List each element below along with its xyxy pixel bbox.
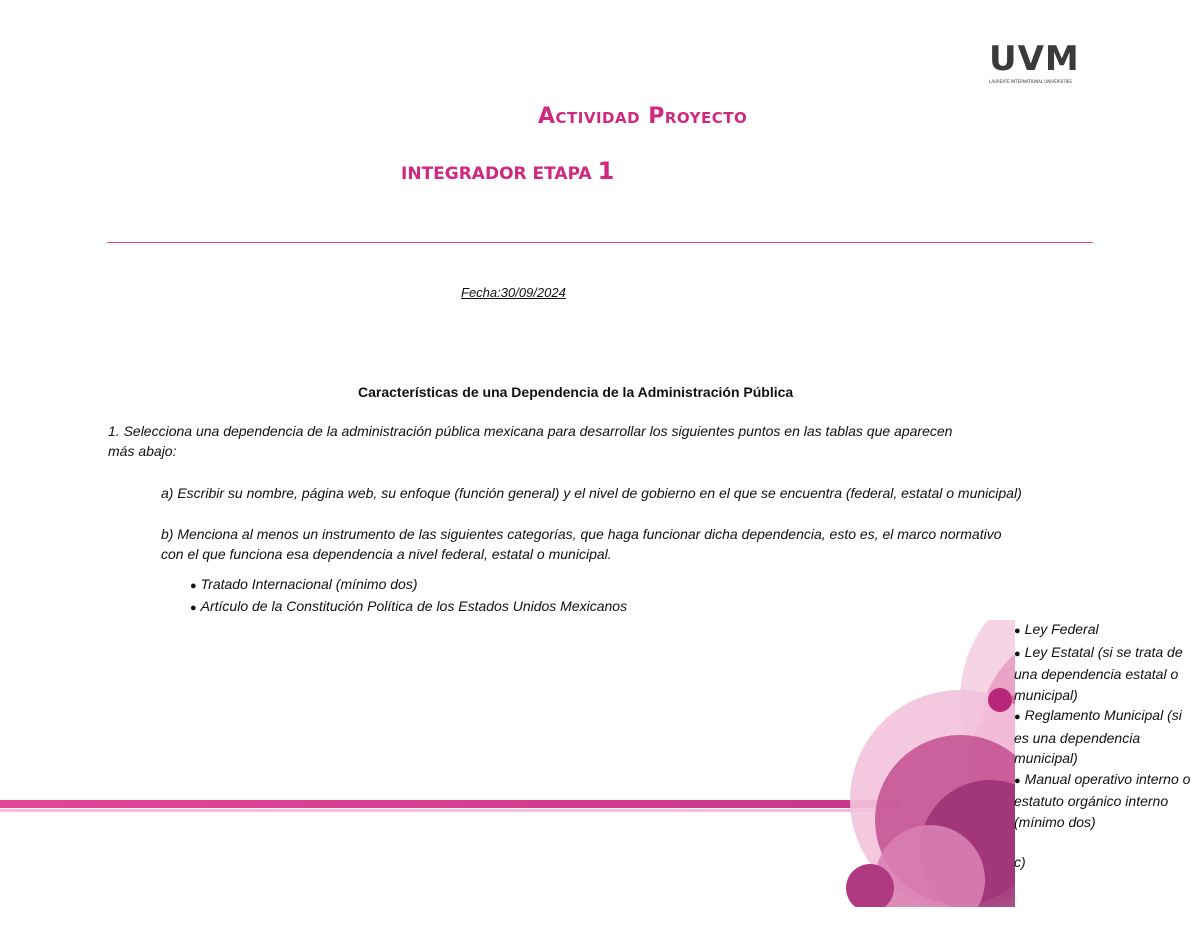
bullet-list <box>190 574 627 618</box>
date-field: Fecha:30/09/2024 <box>461 285 566 300</box>
bullet-icon: ● <box>1014 647 1021 660</box>
list-item: ● Artículo de la Constitución Política de los Estados Unidos Mexicanos <box>190 598 628 614</box>
bullet-icon: ● <box>190 602 197 614</box>
bullet-icon: ● <box>1014 625 1021 637</box>
list-item: ● Manual operativo interno o estatuto orgánico interno (mínimo dos) <box>1014 770 1191 830</box>
list-item: ● Ley Federal <box>1014 621 1099 637</box>
bullet-icon: ● <box>190 580 197 592</box>
list-item: ● Ley Estatal (si se trata de una dependencia estatal o municipal) <box>1014 643 1183 703</box>
subtitle-text: INTEGRADOR ETAPA <box>401 164 592 184</box>
divider-line <box>107 242 1093 243</box>
list-item: ● Reglamento Municipal (si es una dependencia municipal) <box>1014 707 1182 766</box>
bullet-icon: ● <box>1014 774 1021 787</box>
logo-text: UVM <box>989 39 1080 79</box>
instruction-a: a) Escribir su nombre, página web, su enfoque (función general) y el nivel de gobierno en el que se encuentra (federal, estatal o municipal) <box>161 485 1022 501</box>
side-bullet-list <box>1014 619 1200 873</box>
instruction-1: 1. Selecciona una dependencia de la administración pública mexicana para desarrollar los siguientes puntos en las tablas que aparecen más abajo: <box>108 423 953 459</box>
section-heading: Características de una Dependencia de la Administración Pública <box>358 384 794 400</box>
stage-number: 1 <box>597 157 615 185</box>
page-title: Actividad Proyecto <box>538 104 748 129</box>
decorative-circles-graphic <box>0 620 1015 907</box>
instruction-b: b) Menciona al menos un instrumento de las siguientes categorías, que haga funcionar dicha dependencia, esto es, el marco normativo con el que funciona esa dependencia a nivel federal, estatal o municipal. <box>161 526 1002 562</box>
instruction-c: c) <box>1014 854 1026 870</box>
page-subtitle <box>401 157 614 185</box>
logo-subtitle: LAUREATE INTERNATIONAL UNIVERSITIES <box>989 79 1072 84</box>
list-item: ● Tratado Internacional (mínimo dos) <box>190 576 418 592</box>
bullet-icon: ● <box>1014 711 1021 723</box>
uvm-logo <box>989 39 1087 88</box>
